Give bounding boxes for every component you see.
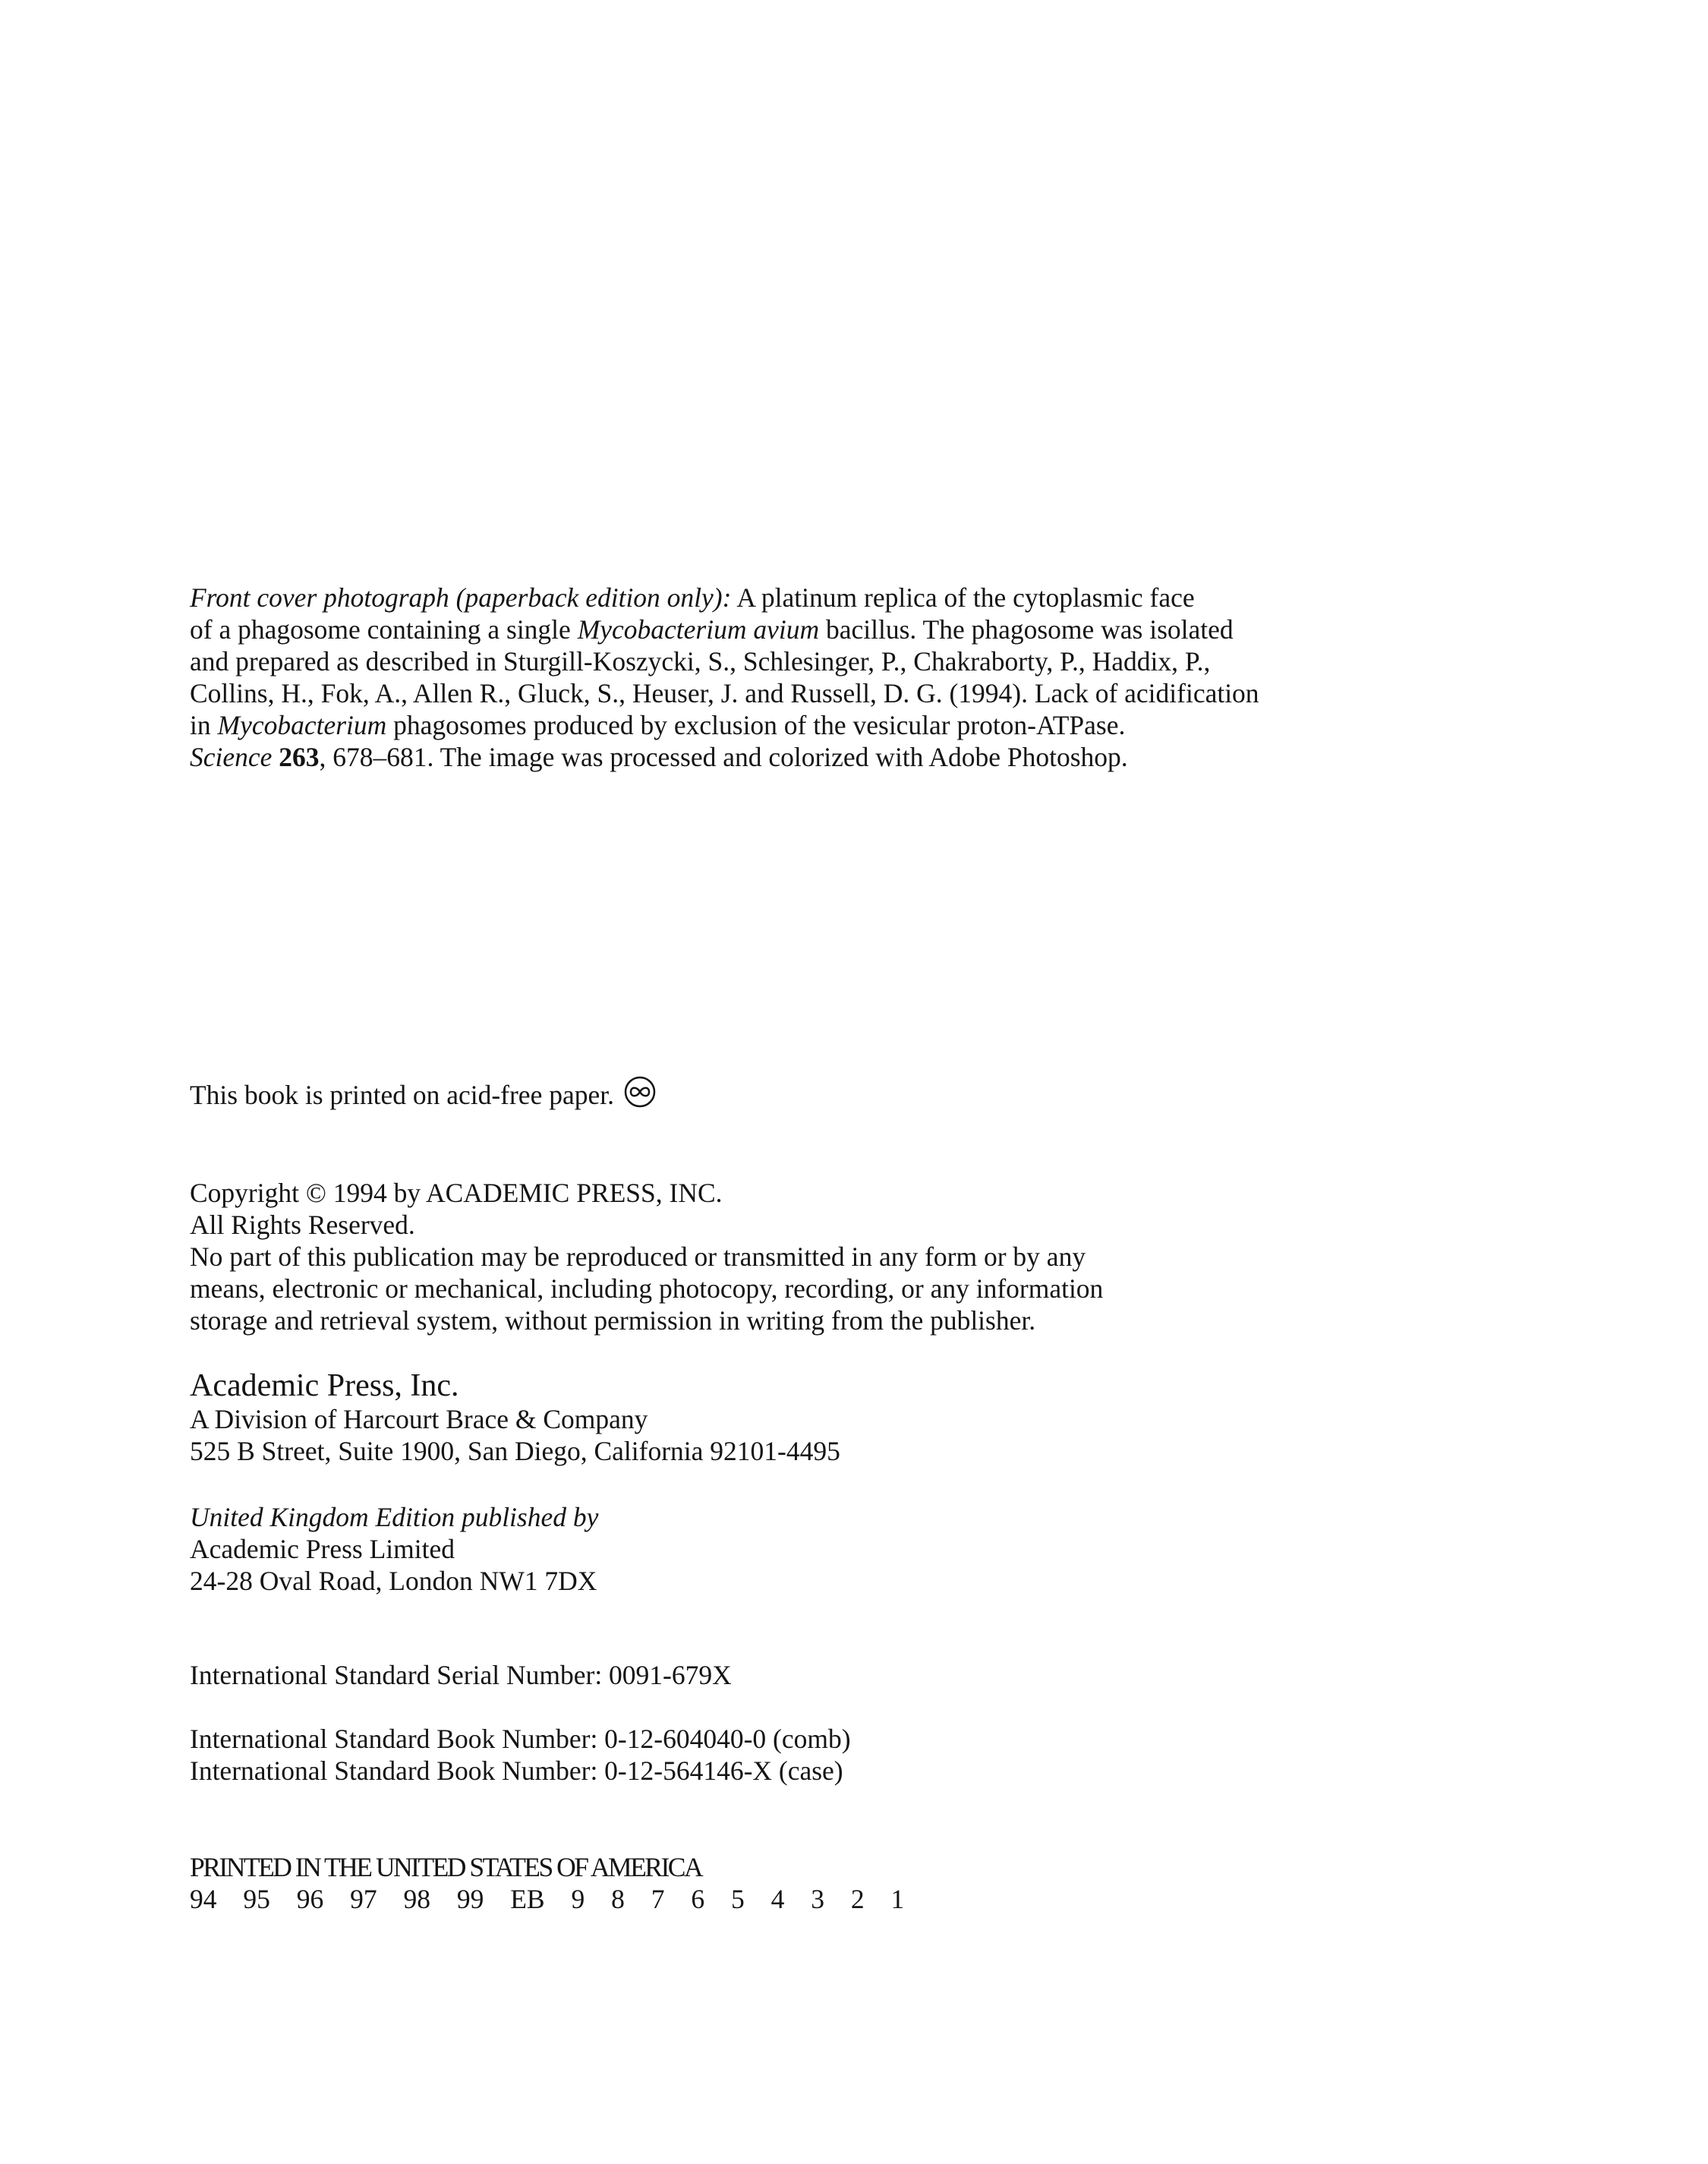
print-number: 5: [731, 1884, 745, 1914]
publisher-us: [190, 1368, 840, 1467]
print-number: 96: [296, 1884, 324, 1914]
uk-edition-label: United Kingdom Edition published by: [190, 1502, 599, 1532]
print-number: 95: [243, 1884, 270, 1914]
print-number: 94: [190, 1884, 217, 1914]
print-number: 6: [691, 1884, 705, 1914]
caption-line-5: in Mycobacterium phagosomes produced by exclusion of the vesicular proton-ATPase.: [190, 710, 1126, 740]
printed-in-country: PRINTED IN THE UNITED STATES OF AMERICA: [190, 1852, 702, 1882]
cover-photograph-caption: [190, 582, 1259, 773]
caption-label: Front cover photograph (paperback edition only):: [190, 582, 732, 613]
print-number: 99: [456, 1884, 484, 1914]
caption-line-6: Science 263, 678–681. The image was processed and colorized with Adobe Photoshop.: [190, 742, 1128, 772]
journal-volume: 263: [272, 742, 320, 772]
print-number: 8: [611, 1884, 625, 1914]
issn-line: International Standard Serial Number: 0091-679X: [190, 1660, 732, 1690]
rights-reserved-line: All Rights Reserved.: [190, 1210, 415, 1240]
acid-free-text: This book is printed on acid-free paper.: [190, 1080, 614, 1110]
isbn-list: [190, 1723, 851, 1787]
copyright-terms-line-3: storage and retrieval system, without permission in writing from the publisher.: [190, 1305, 1036, 1336]
caption-line-4: Collins, H., Fok, A., Allen R., Gluck, S., Heuser, J. and Russell, D. G. (1994). Lack of acidification: [190, 678, 1259, 708]
issn: [190, 1659, 732, 1691]
copyright-notice: [190, 1177, 1103, 1336]
print-number: 9: [571, 1884, 585, 1914]
print-number: 3: [811, 1884, 824, 1914]
uk-publisher-address: 24-28 Oval Road, London NW1 7DX: [190, 1566, 597, 1596]
copyright-line: Copyright © 1994 by ACADEMIC PRESS, INC.: [190, 1178, 723, 1208]
copyright-terms-line-1: No part of this publication may be reproduced or transmitted in any form or by any: [190, 1241, 1086, 1272]
copyright-terms-line-2: means, electronic or mechanical, including photocopy, recording, or any information: [190, 1273, 1104, 1304]
print-number: 7: [651, 1884, 665, 1914]
species-name: Mycobacterium avium: [577, 614, 820, 645]
publisher-uk: [190, 1501, 598, 1597]
print-number: 97: [350, 1884, 377, 1914]
print-number: 1: [890, 1884, 905, 1914]
print-number: 98: [403, 1884, 430, 1914]
publisher-division: A Division of Harcourt Brace & Company: [190, 1404, 648, 1434]
caption-line-2: of a phagosome containing a single Mycobacterium avium bacillus. The phagosome was isolated: [190, 614, 1234, 645]
publisher-name: Academic Press, Inc.: [190, 1368, 459, 1403]
print-line: [190, 1883, 924, 1915]
uk-publisher-name: Academic Press Limited: [190, 1534, 455, 1564]
print-number: 4: [770, 1884, 785, 1914]
print-number: 2: [850, 1884, 865, 1914]
publisher-address: 525 B Street, Suite 1900, San Diego, California 92101-4495: [190, 1436, 840, 1466]
genus-name: Mycobacterium: [217, 710, 387, 740]
infinity-circle-icon: [623, 1075, 657, 1109]
caption-line-1: Front cover photograph (paperback edition only): A platinum replica of the cytoplasmic face: [190, 582, 1195, 613]
isbn-case: International Standard Book Number: 0-12-564146-X (case): [190, 1755, 843, 1786]
printing-info: [190, 1851, 924, 1915]
acid-free-notice: [190, 1075, 657, 1111]
isbn-comb: International Standard Book Number: 0-12-604040-0 (comb): [190, 1724, 851, 1754]
caption-line-3: and prepared as described in Sturgill-Koszycki, S., Schlesinger, P., Chakraborty, P., Haddix, P.,: [190, 646, 1211, 677]
journal-name: Science: [190, 742, 273, 772]
print-number: EB: [510, 1884, 545, 1914]
